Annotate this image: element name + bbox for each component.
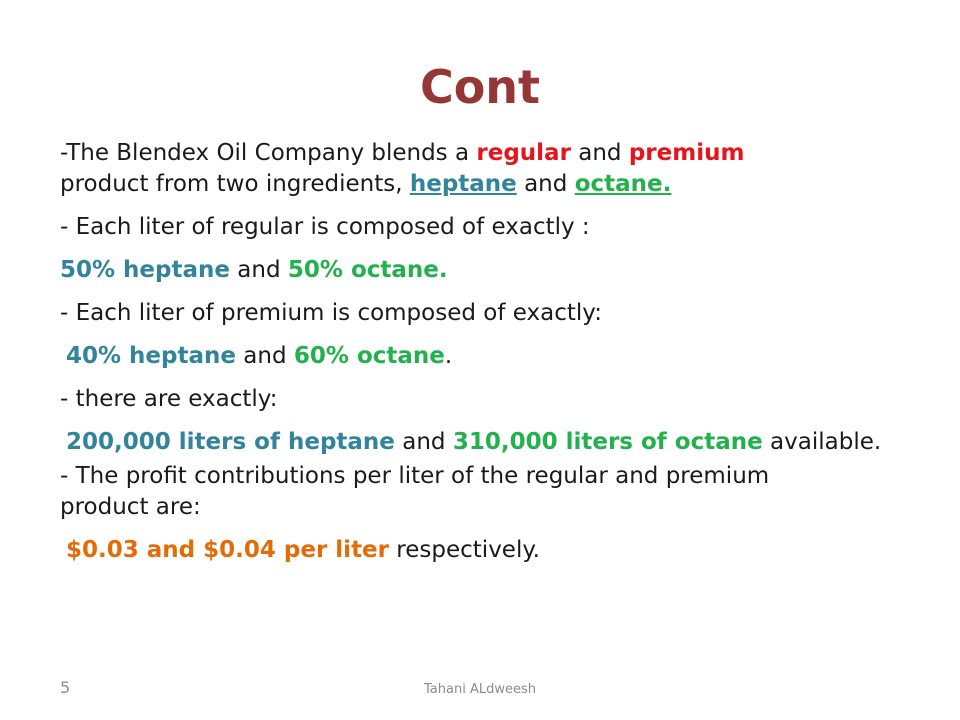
slide-content bbox=[60, 138, 920, 566]
profit-per-liter: $0.03 and $0.04 per liter bbox=[66, 537, 389, 563]
footer-author: Tahani ALdweesh bbox=[424, 682, 536, 697]
slide-title: Cont bbox=[419, 60, 541, 114]
regular-heptane-pct: 50% heptane bbox=[60, 257, 230, 283]
line-premium-ratio: 40% heptane and 60% octane. bbox=[66, 343, 453, 369]
term-regular: regular bbox=[476, 140, 571, 166]
line-profit-values: $0.03 and $0.04 per liter respectively. bbox=[66, 537, 540, 563]
line-profit-intro-cont: product are: bbox=[60, 494, 201, 520]
line-availability-intro: - there are exactly: bbox=[60, 386, 278, 412]
slide-number: 5 bbox=[60, 678, 71, 697]
line-regular-ratio: 50% heptane and 50% octane. bbox=[60, 257, 448, 283]
line-blendex-intro: -The Blendex Oil Company blends a regular and premium bbox=[60, 140, 745, 166]
term-premium: premium bbox=[628, 140, 745, 166]
line-availability: 200,000 liters of heptane and 310,000 liters of octane available. bbox=[66, 429, 882, 455]
heptane-available: 200,000 liters of heptane bbox=[66, 429, 395, 455]
term-octane: octane. bbox=[574, 171, 672, 197]
line-premium-composition: - Each liter of premium is composed of exactly: bbox=[60, 300, 602, 326]
premium-heptane-pct: 40% heptane bbox=[66, 343, 236, 369]
regular-octane-pct: 50% octane. bbox=[287, 257, 448, 283]
term-heptane: heptane bbox=[409, 171, 517, 197]
line-ingredients: product from two ingredients, heptane and octane. bbox=[60, 171, 672, 197]
line-regular-composition: - Each liter of regular is composed of exactly : bbox=[60, 214, 590, 240]
octane-available: 310,000 liters of octane bbox=[452, 429, 763, 455]
line-profit-intro: - The profit contributions per liter of the regular and premium bbox=[60, 463, 770, 489]
premium-octane-pct: 60% octane bbox=[293, 343, 445, 369]
